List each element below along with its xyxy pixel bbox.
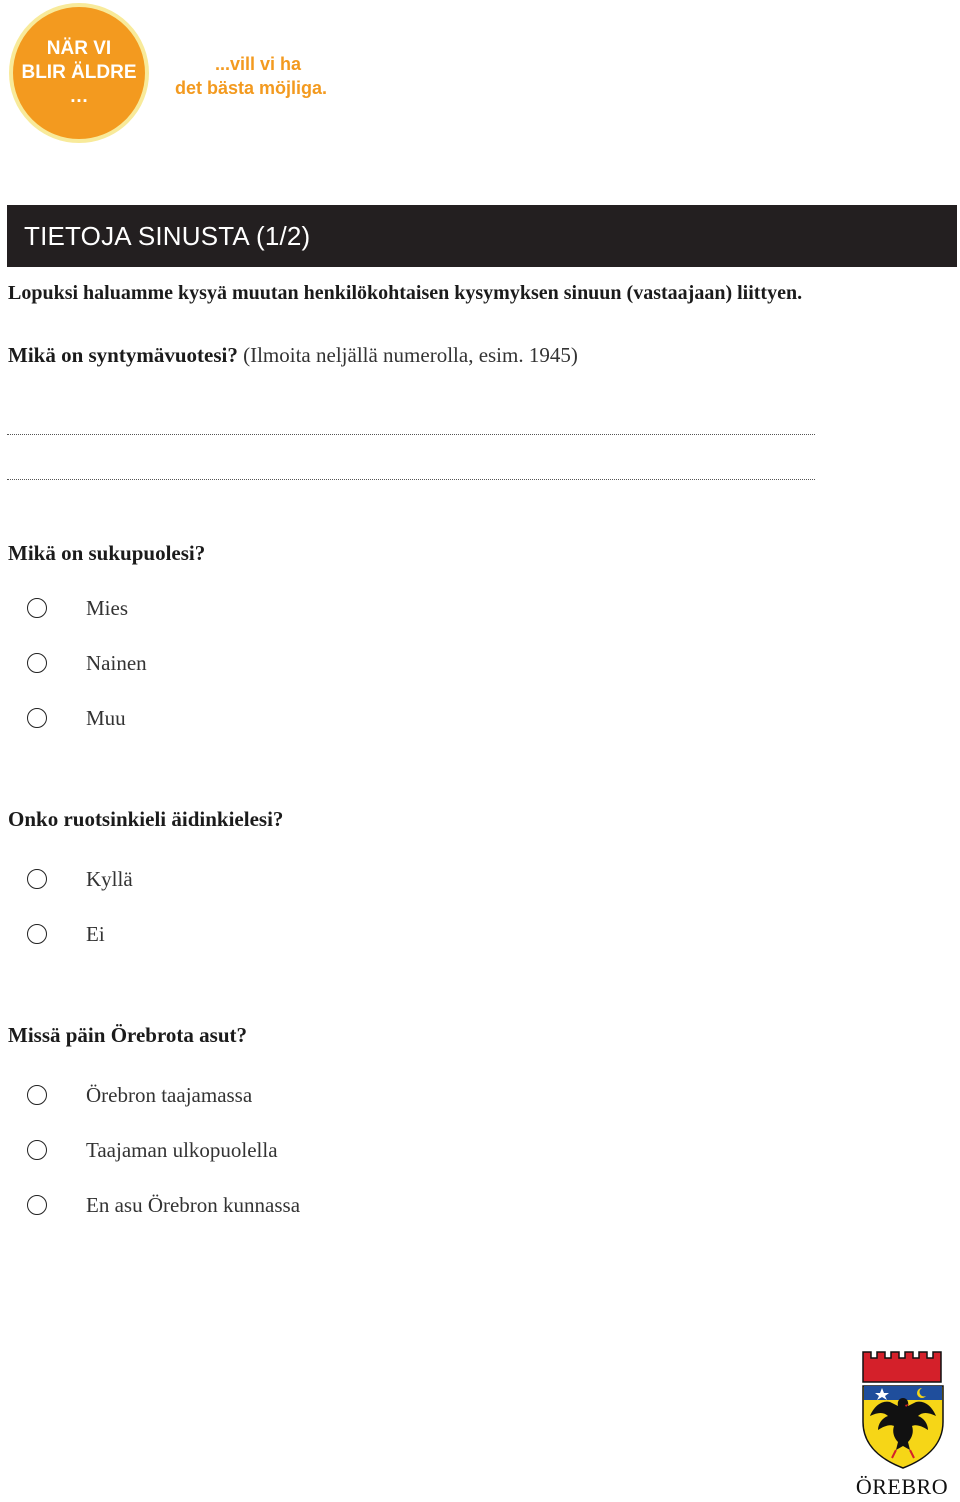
radio-button[interactable] [27,1085,47,1105]
birth-year-answer-line-1[interactable] [7,434,815,435]
option-label: Muu [86,705,126,730]
tagline-line-2: det bästa möjliga. [175,78,328,98]
radio-button[interactable] [27,598,47,618]
gender-option-male[interactable] [27,594,128,622]
language-option-no[interactable] [27,920,105,948]
orebro-coat-of-arms-icon [860,1350,946,1470]
birth-year-answer-line-2[interactable] [7,479,815,480]
birth-year-hint: (Ilmoita neljällä numerolla, esim. 1945) [243,343,578,367]
section-title: TIETOJA SINUSTA (1/2) [7,205,957,267]
radio-button[interactable] [27,708,47,728]
birth-year-question-text: Mikä on syntymävuotesi? [8,343,238,367]
area-option-rural[interactable] [27,1136,278,1164]
area-option-outside[interactable] [27,1191,300,1219]
area-question: Missä päin Örebrota asut? [8,1023,247,1047]
radio-button[interactable] [27,653,47,673]
area-option-urban[interactable] [27,1081,252,1109]
crest-caption: ÖREBRO [855,1474,949,1499]
gender-option-female[interactable] [27,649,147,677]
gender-option-other[interactable] [27,704,126,732]
radio-button[interactable] [27,869,47,889]
option-label: En asu Örebron kunnassa [86,1192,301,1217]
option-label: Kyllä [86,866,133,891]
option-label: Ei [86,921,105,946]
gender-question: Mikä on sukupuolesi? [8,541,206,565]
language-option-yes[interactable] [27,865,133,893]
option-label: Örebron taajamassa [86,1082,253,1107]
logo-line-1: NÄR VI [46,38,112,59]
intro-text: Lopuksi haluamme kysyä muutan henkilökohtaisen kysymyksen sinuun (vastaajaan) liittyen. [8,282,803,304]
option-label: Taajaman ulkopuolella [86,1137,278,1162]
radio-button[interactable] [27,1140,47,1160]
tagline-line-1: ...vill vi ha [215,54,302,74]
logo-tagline [175,52,327,100]
radio-button[interactable] [27,1195,47,1215]
nar-vi-blir-aldre-logo [9,3,149,143]
option-label: Mies [86,595,128,620]
option-label: Nainen [86,650,147,675]
radio-button[interactable] [27,924,47,944]
language-question: Onko ruotsinkieli äidinkielesi? [8,807,284,831]
logo-line-2: BLIR ÄLDRE [21,62,137,83]
birth-year-question [8,343,578,368]
logo-line-3: … [69,86,89,107]
